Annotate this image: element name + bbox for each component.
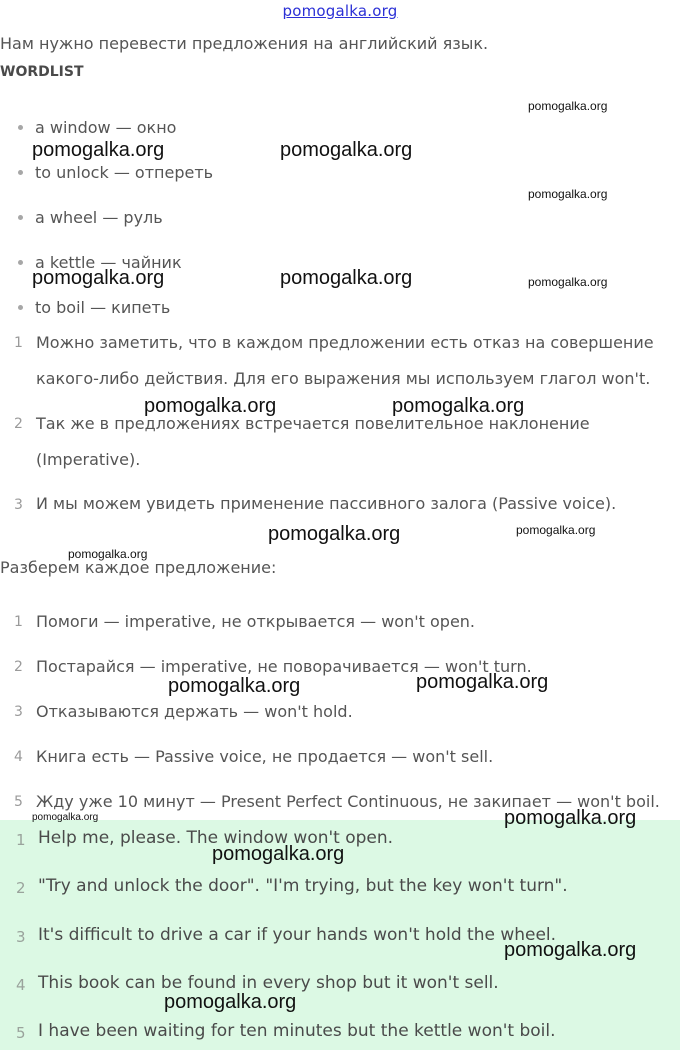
note-number: 2 [14,416,23,432]
wordlist-item [18,163,213,182]
watermark: pomogalka.org [32,812,99,823]
analysis-heading: Разберем каждое предложение: [0,558,277,577]
wordlist-item [18,118,176,137]
watermark: pomogalka.org [280,139,413,161]
watermark: pomogalka.org [168,675,301,697]
analysis-item: Постарайся — imperative, не поворачивается — won't turn. [36,657,532,676]
note-line: (Imperative). [36,450,141,469]
answer-number: 2 [16,879,26,897]
note-line: Можно заметить, что в каждом предложении есть отказ на совершение [36,333,654,352]
analysis-item: Отказываются держать — won't hold. [36,702,353,721]
answer-sentence: It's difficult to drive a car if your hands won't hold the wheel. [38,925,557,945]
watermark: pomogalka.org [416,671,549,693]
watermark: pomogalka.org [280,267,413,289]
watermark: pomogalka.org [528,187,608,201]
watermark: pomogalka.org [164,991,297,1013]
answer-number: 4 [16,976,26,994]
wordlist-item-text: a window — окно [35,118,177,137]
watermark: pomogalka.org [528,99,608,113]
wordlist-heading: WORDLIST [0,64,84,80]
answer-sentence: I have been waiting for ten minutes but the kettle won't boil. [38,1021,556,1041]
watermark: pomogalka.org [68,547,148,561]
wordlist-item [18,208,163,227]
analysis-number: 4 [14,749,23,765]
note-line: Так же в предложениях встречается повелительное наклонение [36,414,590,433]
analysis-number: 3 [14,704,23,720]
watermark: pomogalka.org [32,267,165,289]
bullet-icon [18,305,23,310]
answer-sentence: "Try and unlock the door". "I'm trying, but the key won't turn". [38,876,568,896]
analysis-number: 5 [14,794,23,810]
bullet-icon [18,170,23,175]
note-line: И мы можем увидеть применение пассивного залога (Passive voice). [36,494,617,513]
header-site-link[interactable]: pomogalka.org [282,2,398,20]
analysis-number: 2 [14,659,23,675]
watermark: pomogalka.org [504,807,637,829]
bullet-icon [18,215,23,220]
wordlist-item-text: a kettle — чайник [35,253,182,272]
watermark: pomogalka.org [528,275,608,289]
watermark: pomogalka.org [144,395,277,417]
intro-text: Нам нужно перевести предложения на английский язык. [0,34,489,53]
wordlist-item-text: to boil — кипеть [35,298,171,317]
wordlist-item-text: a wheel — руль [35,208,163,227]
answer-number: 1 [16,831,26,849]
analysis-item: Помоги — imperative, не открывается — won't open. [36,612,476,631]
watermark: pomogalka.org [212,843,345,865]
watermark: pomogalka.org [32,139,165,161]
note-number: 3 [14,497,23,513]
bullet-icon [18,125,23,130]
analysis-number: 1 [14,614,23,630]
note-number: 1 [14,335,23,351]
bullet-icon [18,260,23,265]
answer-sentence: This book can be found in every shop but it won't sell. [38,973,499,993]
answer-number: 3 [16,928,26,946]
watermark: pomogalka.org [392,395,525,417]
note-line: какого-либо действия. Для его выражения мы используем глагол won't. [36,369,651,388]
watermark: pomogalka.org [504,939,637,961]
wordlist-item [18,298,170,317]
watermark: pomogalka.org [516,523,596,537]
answer-sentence: Help me, please. The window won't open. [38,828,394,848]
analysis-item: Книга есть — Passive voice, не продается — won't sell. [36,747,494,766]
answer-number: 5 [16,1024,26,1042]
analysis-item: Жду уже 10 минут — Present Perfect Continuous, не закипает — won't boil. [36,792,660,811]
wordlist-item-text: to unlock — отпереть [35,163,214,182]
watermark: pomogalka.org [268,523,401,545]
